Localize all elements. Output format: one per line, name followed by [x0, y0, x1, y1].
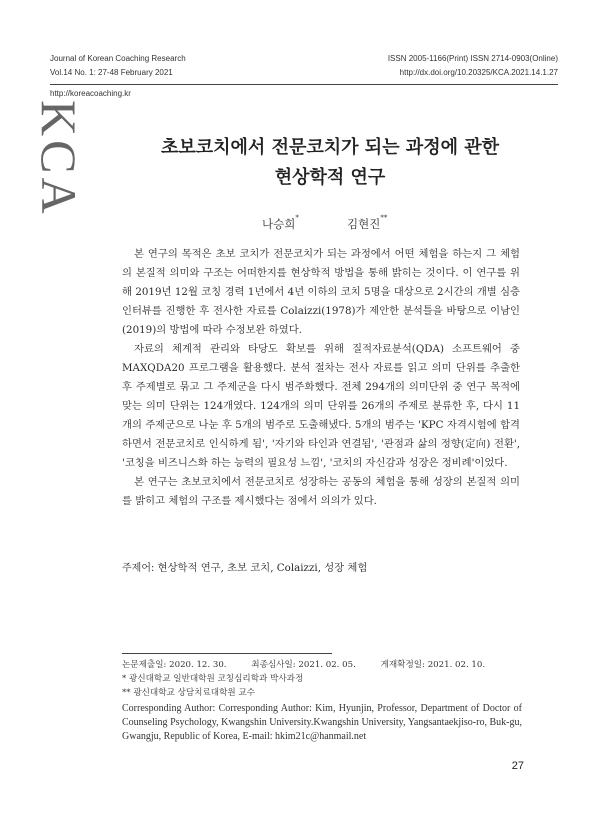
author1-affiliation: * 광신대학교 일반대학원 코칭심리학과 박사과정 — [122, 674, 304, 684]
submission-dates — [122, 659, 522, 671]
footnote-divider — [122, 653, 332, 654]
journal-header-right — [388, 52, 558, 80]
author-2-name: 김현진 — [347, 217, 381, 231]
paper-title-line1: 초보코치에서 전문코치가 되는 과정에 관한 — [160, 137, 500, 158]
reviewed-date: 최종심사일: 2021. 02. 05. — [251, 660, 356, 670]
doi-link[interactable]: http://dx.doi.org/10.20325/KCA.2021.14.1.27 — [399, 68, 558, 77]
author-2 — [347, 216, 387, 232]
journal-name: Journal of Korean Coaching Research — [50, 54, 186, 63]
journal-url[interactable]: http://koreacoaching.kr — [50, 89, 131, 98]
accepted-date: 게재확정일: 2021. 02. 10. — [380, 660, 486, 670]
keywords-text: 현상학적 연구, 초보 코치, Colaizzi, 성장 체험 — [157, 562, 368, 574]
author2-affiliation: ** 광신대학교 상담치료대학원 교수 — [122, 688, 256, 698]
kca-logo: KCA — [31, 100, 87, 218]
author-1-name: 나승희 — [262, 217, 296, 231]
abstract-paragraph: 자료의 체계적 관리와 타당도 확보를 위해 질적자료분석(QDA) 소프트웨어 중 MAXQDA20 프로그램을 활용했다. 분석 절차는 전사 자료를 읽고 의미 단위를 추출한 후 주제별로 묶고 그 주제군을 다시 범주화했다. 전체 294개의 의미단위 중 연구 목적에 맞는 의미 단위는 124개였다. 124개의 의미 단위를 26개의 주제로 분류한 후, 다시 11개의 주제군으로 나눈 후 5개의 범주로 도출해냈다. 5개의 범주는 'KPC 자격시험에 합격하면서 전문코치로 인식하게 됨', '자기와 타인과 연결됨', '관점과 삶의 정향(定向) 전환', '코칭을 비즈니스화 하는 능력의 필요성 느낌', '코치의 자신감과 성장은 정비례'이었다. — [122, 343, 520, 469]
received-date: 논문제출일: 2020. 12. 30. — [122, 660, 227, 670]
author-2-mark: ** — [380, 214, 388, 222]
issn-info: ISSN 2005-1166(Print) ISSN 2714-0903(Online) — [387, 54, 558, 63]
paper-title-line2: 현상학적 연구 — [274, 167, 386, 188]
abstract-paragraph: 본 연구는 초보코치에서 전문코치로 성장하는 공동의 체험을 통해 성장의 본질적 의미를 밝히고 체험의 구조를 제시했다는 점에서 의의가 있다. — [122, 476, 520, 507]
header-divider — [50, 84, 558, 85]
abstract — [122, 245, 520, 511]
abstract-paragraph: 본 연구의 목적은 초보 코치가 전문코치가 되는 과정에서 어떤 체험을 하는지 그 체험의 본질적 의미와 구조는 어떠한지를 현상학적 방법을 통해 밝히는 것이다. 이 연구를 위해 2019년 12월 코칭 경력 1년에서 4년 이하의 코치 5명을 대상으로 2시간의 개별 심층 인터뷰를 진행한 후 전사한 자료를 Colaizzi(1978)가 제안한 분석틀을 바탕으로 이남인(2019)의 방법에 따라 수정보완 하였다. — [122, 248, 520, 336]
journal-header-left — [50, 52, 186, 80]
keywords — [122, 559, 367, 574]
corresponding-author: Corresponding Author: Corresponding Author: Kim, Hyunjin, Professor, Department of Doctor of Counseling Psychology, Kwangshin University.Kwangshin University, Yangsantaekjiso-ro, Buk-gu, Gwangju, Republic of Korea, E-mail: hkim21c@hanmail.net — [122, 703, 522, 742]
keywords-label: 주제어: — [122, 563, 155, 574]
author-1-mark: * — [295, 214, 299, 222]
page-number: 27 — [511, 760, 524, 772]
volume-info: Vol.14 No. 1: 27-48 February 2021 — [50, 68, 173, 77]
author-1 — [262, 216, 299, 232]
